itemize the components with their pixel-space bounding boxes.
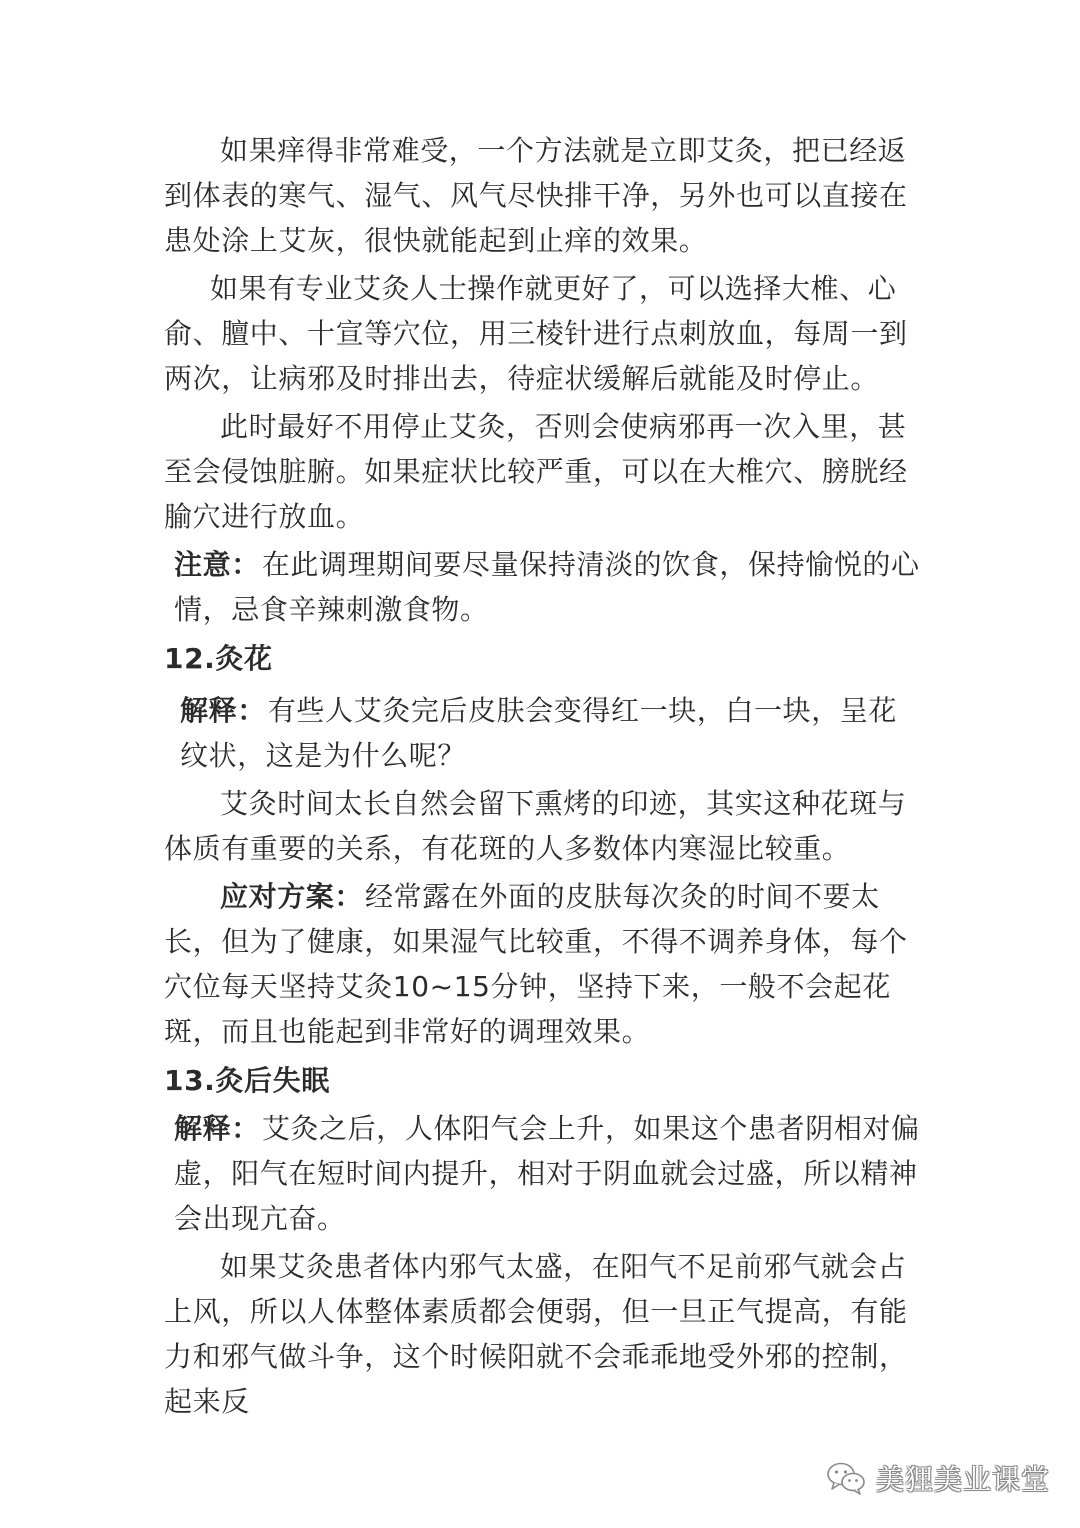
- paragraph-bloodletting: 如果有专业艾灸人士操作就更好了，可以选择大椎、心俞、膻中、十宣等穴位，用三棱针进行点刺放血，每周一到两次，让病邪及时排出去，待症状缓解后就能及时停止。: [164, 272, 908, 395]
- section-12-explanation: [164, 688, 924, 778]
- watermark-text: 美狸美业课堂: [875, 1463, 1050, 1496]
- watermark: [826, 1458, 1050, 1498]
- note-text: 在此调理期间要尽量保持清淡的饮食，保持愉悦的心情，忌食辛辣刺激食物。: [174, 548, 920, 626]
- plan-label: 应对方案：: [220, 880, 364, 913]
- paragraph-continue-moxibustion: 此时最好不用停止艾灸，否则会使病邪再一次入里，甚至会侵蚀脏腑。如果症状比较严重，可以在大椎穴、膀胱经腧穴进行放血。: [164, 410, 908, 533]
- section-13-heading: 13.灸后失眠: [164, 1064, 330, 1097]
- wechat-icon: [826, 1460, 866, 1496]
- explanation-label: 解释：: [180, 694, 266, 727]
- note-label: 注意：: [174, 548, 260, 581]
- article-body: [164, 128, 924, 1424]
- section-13-explanation: [164, 1106, 924, 1241]
- plan-text: 经常露在外面的皮肤每次灸的时间不要太长，但为了健康，如果湿气比较重，不得不调养身体，每个穴位每天坚持艾灸10~15分钟，坚持下来，一般不会起花斑，而且也能起到非常好的调理效果。: [164, 880, 908, 1048]
- explanation-label: 解释：: [174, 1112, 260, 1145]
- section-12-heading: 12.灸花: [164, 642, 273, 675]
- section-12-plan: [164, 874, 924, 1054]
- section-13-body: 如果艾灸患者体内邪气太盛，在阳气不足前邪气就会占上风，所以人体整体素质都会便弱，但一旦正气提高，有能力和邪气做斗争，这个时候阳就不会乖乖地受外邪的控制，起来反: [164, 1250, 908, 1418]
- explanation-text: 艾灸之后，人体阳气会上升，如果这个患者阴相对偏虚，阳气在短时间内提升，相对于阴血就会过盛，所以精神会出现亢奋。: [174, 1112, 920, 1235]
- paragraph-itch-relief: 如果痒得非常难受，一个方法就是立即艾灸，把已经返到体表的寒气、湿气、风气尽快排干净，另外也可以直接在患处涂上艾灰，很快就能起到止痒的效果。: [164, 134, 908, 257]
- explanation-text: 有些人艾灸完后皮肤会变得红一块，白一块，呈花纹状，这是为什么呢？: [180, 694, 898, 772]
- section-12-body: 艾灸时间太长自然会留下熏烤的印迹，其实这种花斑与体质有重要的关系，有花斑的人多数体内寒湿比较重。: [164, 787, 907, 865]
- note-paragraph: [164, 542, 924, 632]
